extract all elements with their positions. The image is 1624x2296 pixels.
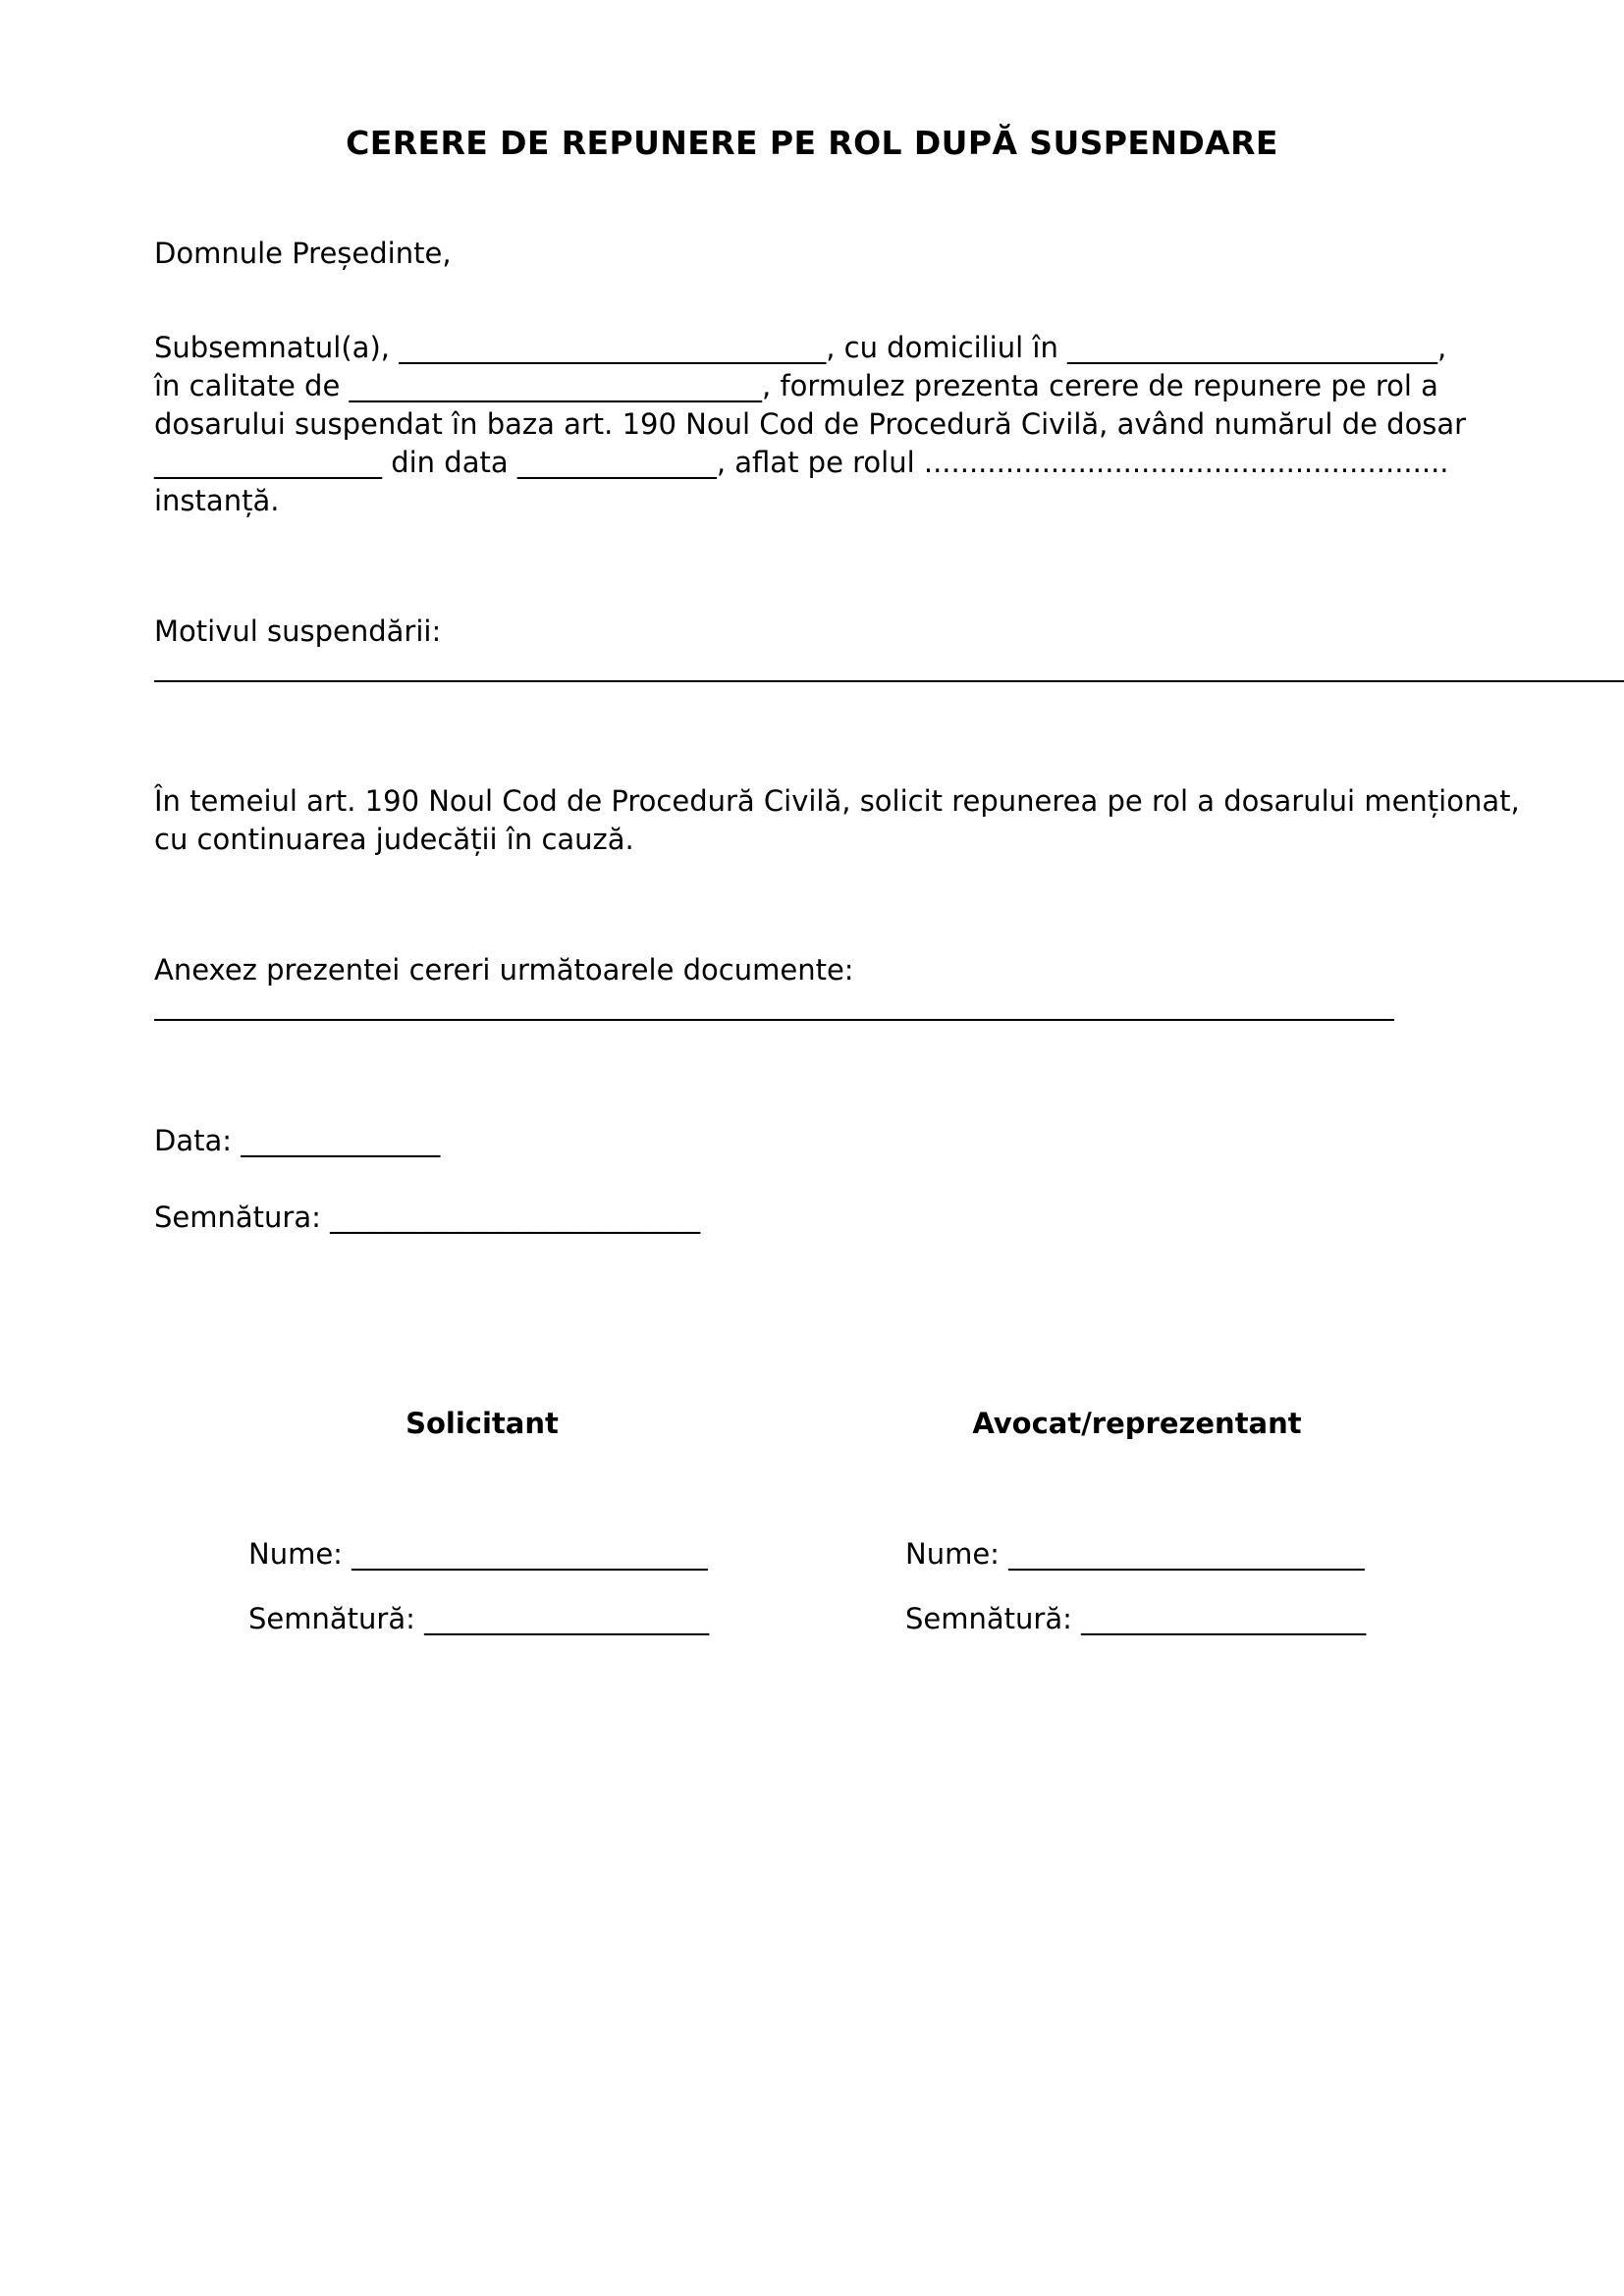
representative-signature-line: Semnătură: ____________________ xyxy=(905,1602,1367,1635)
body-line-5: instanță. xyxy=(154,484,280,517)
representative-name-line: Nume: _________________________ xyxy=(905,1537,1365,1571)
applicant-heading: Solicitant xyxy=(406,1407,559,1440)
suspension-reason-blank-line xyxy=(154,680,1624,682)
body-line-1: Subsemnatul(a), ______________________________, cu domiciliul în __________________________, xyxy=(154,331,1447,364)
signature-line: Semnătura: __________________________ xyxy=(154,1201,701,1234)
request-line-1: În temeiul art. 190 Noul Cod de Procedură Civilă, solicit repunerea pe rol a dosarului menționat, xyxy=(154,784,1520,818)
applicant-name-line: Nume: _________________________ xyxy=(248,1537,708,1571)
body-line-3: dosarului suspendat în baza art. 190 Noul Cod de Procedură Civilă, având numărul de dosar xyxy=(154,407,1467,441)
body-line-2: în calitate de _____________________________, formulez prezenta cerere de repunere pe rol a xyxy=(154,369,1438,402)
applicant-signature-line: Semnătură: ____________________ xyxy=(248,1602,710,1635)
annex-label: Anexez prezentei cereri următoarele documente: xyxy=(154,953,854,987)
document-title: CERERE DE REPUNERE PE ROL DUPĂ SUSPENDARE xyxy=(346,124,1278,162)
salutation: Domnule Președinte, xyxy=(154,237,452,270)
body-line-4: ________________ din data ______________, aflat pe rolul .......................................................... xyxy=(154,446,1449,479)
representative-heading: Avocat/reprezentant xyxy=(972,1407,1302,1440)
date-line: Data: ______________ xyxy=(154,1124,441,1157)
request-line-2: cu continuarea judecății în cauză. xyxy=(154,823,634,856)
annex-blank-line xyxy=(154,1019,1394,1021)
suspension-reason-label: Motivul suspendării: xyxy=(154,614,442,648)
